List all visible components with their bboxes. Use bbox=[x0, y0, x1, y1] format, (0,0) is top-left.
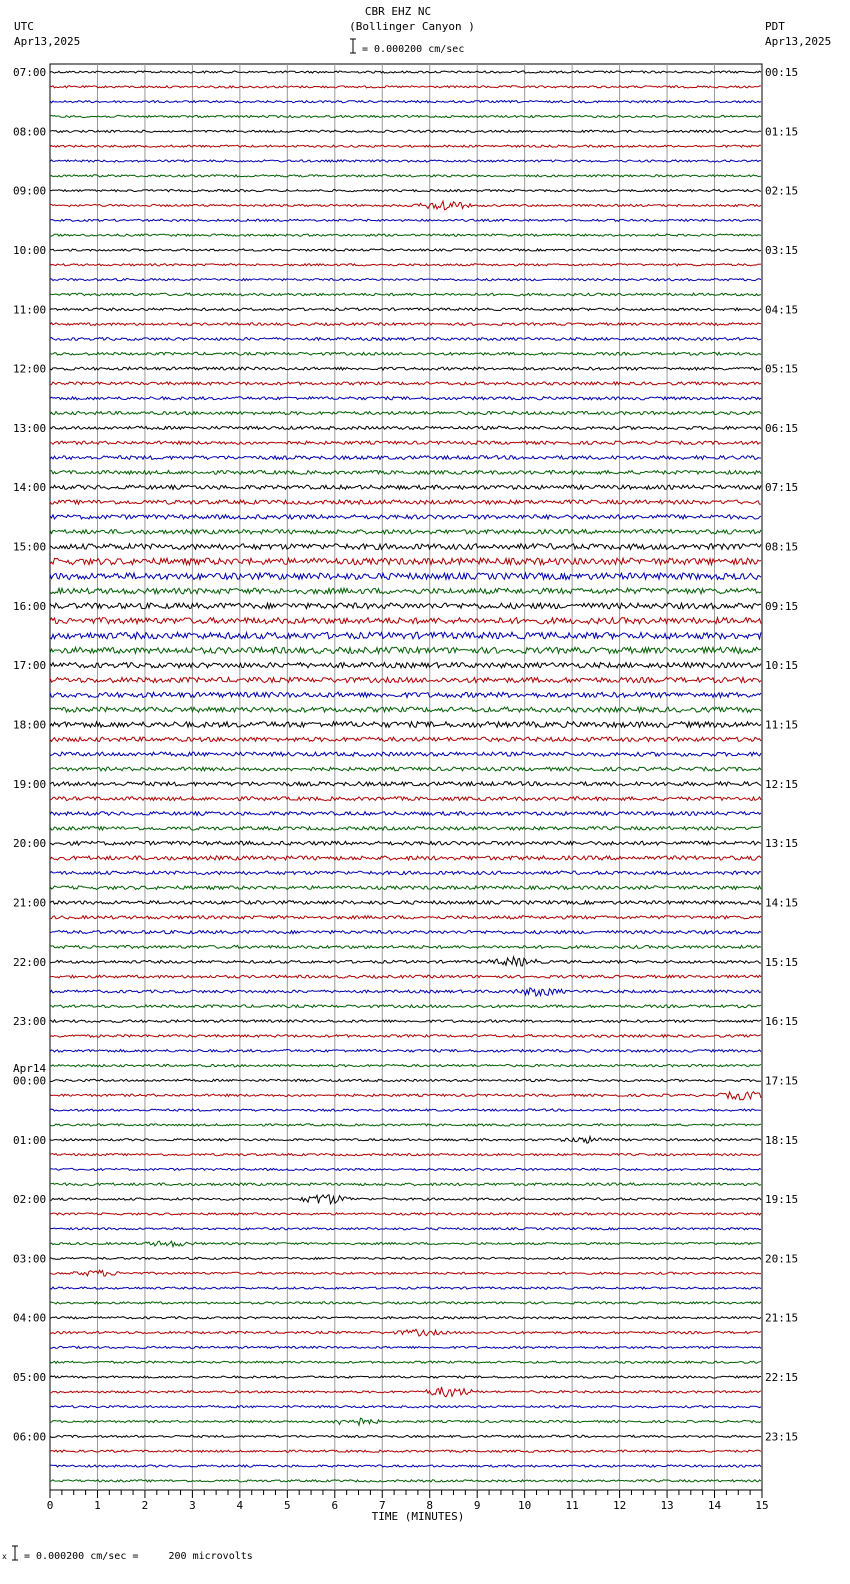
seismic-trace bbox=[50, 573, 761, 580]
x-tick-label: 14 bbox=[707, 1499, 722, 1512]
utc-hour-label: 15:00 bbox=[13, 540, 47, 554]
station-subtitle: (Bollinger Canyon ) bbox=[349, 20, 475, 33]
seismic-trace bbox=[50, 886, 761, 890]
seismic-trace bbox=[50, 382, 761, 385]
utc-hour-label: 21:00 bbox=[13, 896, 47, 910]
pdt-hour-label: 08:15 bbox=[765, 540, 799, 554]
seismic-trace bbox=[50, 411, 761, 414]
seismic-trace bbox=[50, 931, 761, 934]
utc-hour-label: 01:00 bbox=[13, 1133, 47, 1147]
right-timezone: PDT bbox=[765, 20, 785, 33]
seismic-trace bbox=[50, 677, 761, 682]
seismic-trace bbox=[50, 249, 761, 251]
x-tick-label: 5 bbox=[284, 1499, 291, 1512]
seismic-trace bbox=[50, 945, 761, 948]
seismic-trace bbox=[50, 588, 761, 594]
x-tick-label: 4 bbox=[236, 1499, 244, 1512]
seismic-trace bbox=[50, 115, 761, 117]
seismic-trace bbox=[50, 1257, 761, 1259]
pdt-hour-label: 22:15 bbox=[765, 1371, 799, 1385]
pdt-hour-label: 09:15 bbox=[765, 599, 799, 613]
pdt-hour-label: 03:15 bbox=[765, 243, 799, 257]
seismic-trace bbox=[50, 544, 761, 550]
seismic-trace bbox=[50, 1450, 761, 1452]
scale-text: = 0.000200 cm/sec bbox=[362, 44, 465, 55]
seismic-trace bbox=[50, 916, 761, 919]
x-tick-label: 0 bbox=[46, 1499, 54, 1512]
x-tick-label: 12 bbox=[612, 1499, 627, 1512]
left-date: Apr13,2025 bbox=[14, 35, 81, 48]
station-title: CBR EHZ NC bbox=[364, 5, 432, 18]
seismic-trace bbox=[50, 975, 761, 978]
seismic-trace bbox=[50, 234, 761, 236]
pdt-hour-label: 11:15 bbox=[765, 718, 799, 732]
seismic-trace bbox=[50, 1154, 761, 1156]
utc-hour-label: 12:00 bbox=[13, 362, 47, 376]
seismic-trace bbox=[50, 603, 761, 609]
seismic-trace bbox=[50, 1329, 761, 1336]
seismic-trace bbox=[50, 827, 761, 831]
seismic-trace bbox=[50, 426, 761, 429]
seismic-trace bbox=[50, 264, 761, 266]
seismic-trace bbox=[50, 323, 761, 326]
utc-hour-label: 16:00 bbox=[13, 599, 47, 613]
seismic-trace bbox=[50, 338, 761, 341]
pdt-hour-label: 20:15 bbox=[765, 1252, 799, 1266]
seismic-trace bbox=[50, 456, 761, 460]
seismic-trace bbox=[50, 71, 761, 73]
utc-hour-label: 08:00 bbox=[13, 125, 47, 139]
utc-hour-labels bbox=[13, 66, 46, 1443]
seismic-trace bbox=[50, 692, 761, 697]
seismic-trace bbox=[50, 1465, 761, 1467]
seismic-trace bbox=[50, 618, 761, 624]
seismic-trace bbox=[50, 1124, 761, 1126]
seismic-trace bbox=[50, 1050, 761, 1053]
seismic-trace bbox=[50, 1183, 761, 1186]
utc-hour-label: 05:00 bbox=[13, 1371, 47, 1385]
seismic-trace bbox=[50, 722, 761, 728]
seismic-trace bbox=[50, 812, 761, 816]
seismic-trace bbox=[50, 1346, 761, 1348]
x-tick-label: 6 bbox=[331, 1499, 339, 1512]
seismic-trace bbox=[50, 308, 761, 311]
scale-bar-icon bbox=[350, 39, 356, 53]
utc-hour-label: 18:00 bbox=[13, 718, 47, 732]
seismic-trace bbox=[50, 1376, 761, 1378]
seismic-trace bbox=[50, 797, 761, 801]
footer-marker: x bbox=[2, 1552, 7, 1561]
seismic-trace bbox=[50, 647, 761, 653]
seismic-trace bbox=[50, 782, 761, 786]
minute-gridlines bbox=[97, 64, 714, 1490]
pdt-hour-label: 01:15 bbox=[765, 125, 799, 139]
pdt-hour-label: 18:15 bbox=[765, 1133, 799, 1147]
seismic-trace bbox=[50, 663, 761, 668]
seismic-trace bbox=[50, 1387, 761, 1397]
seismic-trace bbox=[50, 1079, 761, 1081]
pdt-hour-label: 23:15 bbox=[765, 1430, 799, 1444]
x-tick-label: 7 bbox=[378, 1499, 386, 1512]
seismic-trace bbox=[50, 441, 761, 444]
seismic-trace bbox=[50, 1241, 761, 1247]
x-axis bbox=[47, 1490, 769, 1512]
seismic-trace bbox=[50, 1406, 761, 1408]
utc-hour-label: 07:00 bbox=[13, 66, 47, 79]
seismic-trace bbox=[50, 1317, 761, 1319]
pdt-hour-label: 15:15 bbox=[765, 955, 799, 969]
right-date: Apr13,2025 bbox=[765, 35, 832, 48]
x-tick-label: 8 bbox=[426, 1499, 434, 1512]
pdt-hour-label: 17:15 bbox=[765, 1074, 799, 1088]
seismic-trace bbox=[50, 1020, 761, 1023]
utc-hour-label: 23:00 bbox=[13, 1015, 47, 1029]
x-tick-label: 2 bbox=[141, 1499, 149, 1512]
x-tick-label: 13 bbox=[660, 1499, 674, 1512]
seismic-trace bbox=[50, 1137, 761, 1144]
x-tick-label: 11 bbox=[565, 1499, 579, 1512]
seismic-trace bbox=[50, 101, 761, 103]
seismic-trace bbox=[50, 737, 761, 741]
seismic-trace bbox=[50, 1361, 761, 1363]
utc-hour-label: 22:00 bbox=[13, 955, 47, 969]
seismic-trace bbox=[50, 397, 761, 400]
pdt-hour-label: 04:15 bbox=[765, 303, 799, 317]
seismic-trace bbox=[50, 130, 761, 132]
utc-hour-label: 20:00 bbox=[13, 837, 47, 851]
seismic-trace bbox=[50, 901, 761, 905]
x-axis-label: TIME (MINUTES) bbox=[371, 1510, 465, 1523]
seismic-trace bbox=[50, 1195, 761, 1204]
pdt-hour-label: 10:15 bbox=[765, 659, 799, 673]
seismic-trace bbox=[50, 471, 761, 475]
x-tick-label: 9 bbox=[473, 1499, 481, 1512]
seismic-trace bbox=[50, 957, 761, 966]
footer-scale-text: = 0.000200 cm/sec = 200 microvolts bbox=[24, 1551, 253, 1562]
pdt-hour-label: 07:15 bbox=[765, 481, 799, 495]
seismic-trace bbox=[50, 1302, 761, 1304]
pdt-hour-label: 14:15 bbox=[765, 896, 799, 910]
seismic-trace bbox=[50, 500, 761, 504]
pdt-hour-label: 06:15 bbox=[765, 421, 799, 435]
pdt-hour-label: 19:15 bbox=[765, 1193, 799, 1207]
seismic-trace bbox=[50, 1005, 761, 1008]
seismic-trace bbox=[50, 1109, 761, 1111]
plot-frame bbox=[50, 64, 762, 1490]
seismic-trace bbox=[50, 856, 761, 860]
seismic-trace bbox=[50, 175, 761, 177]
pdt-hour-labels bbox=[765, 66, 798, 1443]
seismic-trace bbox=[50, 1092, 761, 1100]
seismic-trace bbox=[50, 201, 761, 210]
seismic-trace bbox=[50, 293, 761, 296]
pdt-hour-label: 12:15 bbox=[765, 777, 799, 791]
seismic-trace bbox=[50, 515, 761, 519]
seismic-trace bbox=[50, 1270, 761, 1276]
seismic-trace bbox=[50, 1168, 761, 1170]
utc-hour-label: 14:00 bbox=[13, 481, 47, 495]
seismic-trace bbox=[50, 1418, 761, 1425]
seismic-trace bbox=[50, 530, 761, 534]
seismic-trace bbox=[50, 558, 761, 565]
pdt-hour-label: 21:15 bbox=[765, 1311, 799, 1325]
pdt-hour-label: 16:15 bbox=[765, 1015, 799, 1029]
seismic-trace bbox=[50, 190, 761, 192]
utc-hour-label: 06:00 bbox=[13, 1430, 47, 1444]
x-tick-label: 10 bbox=[518, 1499, 532, 1512]
seismic-trace bbox=[50, 1228, 761, 1230]
pdt-hour-label: 00:15 bbox=[765, 66, 799, 79]
seismic-trace bbox=[50, 219, 761, 221]
utc-hour-label: 00:00 bbox=[13, 1074, 47, 1088]
utc-hour-label: 03:00 bbox=[13, 1252, 47, 1266]
seismic-trace bbox=[50, 1480, 761, 1482]
seismic-trace bbox=[50, 632, 761, 639]
seismic-trace bbox=[50, 752, 761, 756]
seismic-trace bbox=[50, 279, 761, 281]
seismic-trace bbox=[50, 86, 761, 88]
pdt-hour-label: 13:15 bbox=[765, 837, 799, 851]
utc-hour-label: 11:00 bbox=[13, 303, 47, 317]
seismic-trace bbox=[50, 707, 761, 712]
x-tick-label: 1 bbox=[94, 1499, 101, 1512]
seismic-trace bbox=[50, 485, 761, 489]
x-tick-label: 3 bbox=[189, 1499, 196, 1512]
seismic-trace bbox=[50, 841, 761, 845]
date-change-label: Apr14 bbox=[13, 1062, 47, 1075]
seismic-trace bbox=[50, 767, 761, 771]
seismic-trace bbox=[50, 871, 761, 875]
seismic-trace bbox=[50, 1287, 761, 1289]
pdt-hour-label: 02:15 bbox=[765, 184, 799, 198]
seismic-trace bbox=[50, 352, 761, 355]
utc-hour-label: 17:00 bbox=[13, 659, 47, 673]
footer-scale-bar-icon bbox=[12, 1546, 18, 1560]
seismic-trace bbox=[50, 145, 761, 147]
left-timezone: UTC bbox=[14, 20, 34, 33]
seismic-trace bbox=[50, 1213, 761, 1215]
seismic-trace bbox=[50, 1035, 761, 1038]
seismic-trace bbox=[50, 988, 761, 996]
utc-hour-label: 13:00 bbox=[13, 421, 47, 435]
utc-hour-label: 19:00 bbox=[13, 777, 47, 791]
seismic-traces bbox=[50, 71, 761, 1482]
seismic-trace bbox=[50, 160, 761, 162]
seismic-trace bbox=[50, 1435, 761, 1437]
seismic-trace bbox=[50, 367, 761, 370]
pdt-hour-label: 05:15 bbox=[765, 362, 799, 376]
x-tick-label: 15 bbox=[755, 1499, 769, 1512]
seismic-trace bbox=[50, 1064, 761, 1066]
utc-hour-label: 04:00 bbox=[13, 1311, 47, 1325]
utc-hour-label: 09:00 bbox=[13, 184, 47, 198]
utc-hour-label: 02:00 bbox=[13, 1193, 47, 1207]
utc-hour-label: 10:00 bbox=[13, 243, 47, 257]
